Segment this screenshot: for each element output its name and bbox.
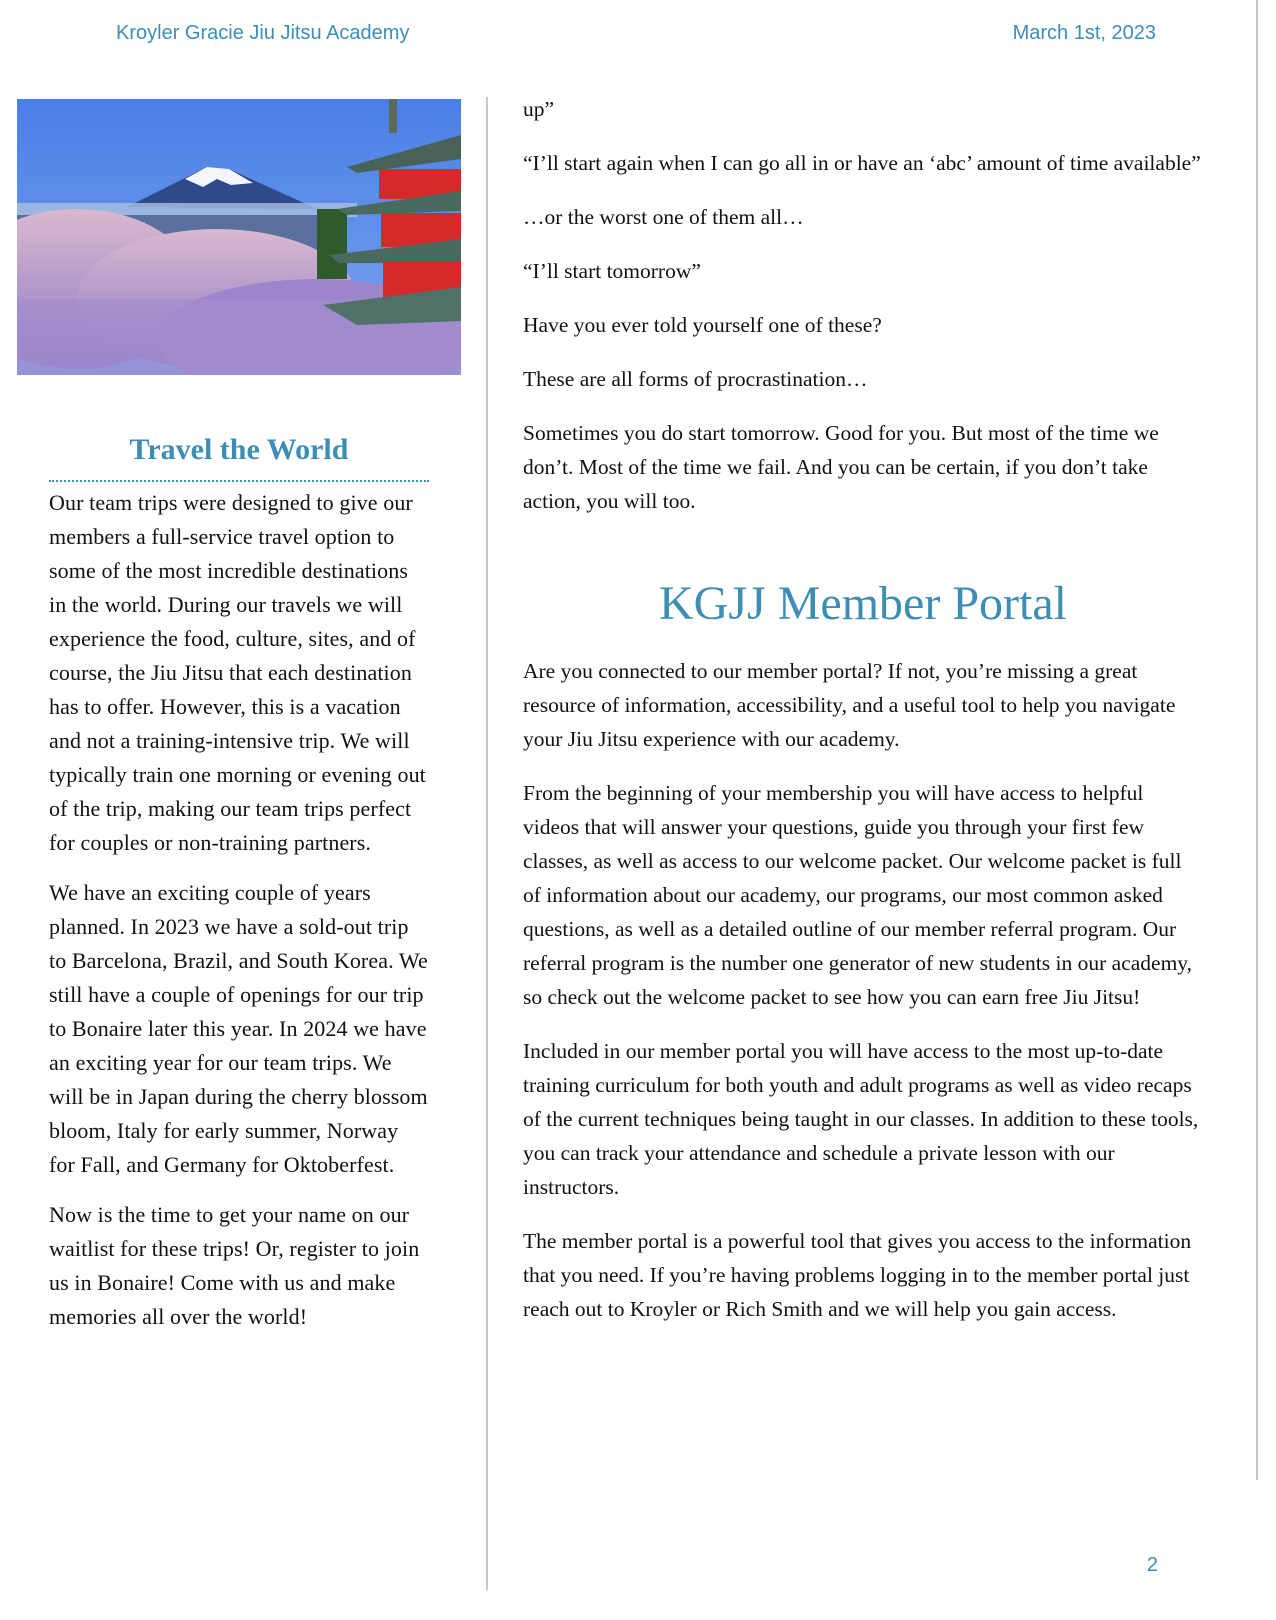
portal-paragraph: Are you connected to our member portal? If not, you’re missing a great resource of information, accessibility, and a useful tool to help you navigate your Jiu Jitsu experience with our academy. xyxy=(523,659,1176,751)
header-academy-name: Kroyler Gracie Jiu Jitsu Academy xyxy=(116,22,410,44)
portal-section xyxy=(523,654,1203,1326)
mount-fuji-pagoda-image xyxy=(17,99,461,375)
body-paragraph: Sometimes you do start tomorrow. Good for you. But most of the time we don’t. Most of the time we fail. And you can be certain, if you don’t take action, you will too. xyxy=(523,421,1159,513)
travel-title: Travel the World xyxy=(129,433,349,466)
travel-section xyxy=(49,430,429,1350)
page-number: 2 xyxy=(1146,1554,1158,1576)
body-paragraph: Have you ever told yourself one of these? xyxy=(523,313,882,337)
travel-paragraph: We have an exciting couple of years planned. In 2023 we have a sold-out trip to Barcelona, Brazil, and South Korea. We still have a couple of openings for our trip to Bonaire later this year. In 2024 we have an exciting year for our team trips. We will be in Japan during the cherry blossom bloom, Italy for early summer, Norway for Fall, and Germany for Oktoberfest. xyxy=(49,880,428,1177)
body-paragraph: These are all forms of procrastination… xyxy=(523,367,868,391)
procrastination-section xyxy=(523,92,1203,518)
right-column xyxy=(523,92,1203,1346)
column-divider xyxy=(486,97,488,1590)
dotted-divider xyxy=(49,480,429,482)
travel-paragraph: Now is the time to get your name on our waitlist for these trips! Or, register to join us in Bonaire! Come with us and make memories all over the world! xyxy=(49,1202,420,1329)
travel-paragraph: Our team trips were designed to give our members a full-service travel option to some of the most incredible destinations in the world. During our travels we will experience the food, culture, sites, and of course, the Jiu Jitsu that each destination has to offer. However, this is a vacation and not a training-intensive trip. We will typically train one morning or evening out of the trip, making our team trips perfect for couples or non-training partners. xyxy=(49,490,426,855)
body-paragraph: “I’ll start tomorrow” xyxy=(523,259,701,283)
portal-paragraph: From the beginning of your membership you will have access to helpful videos that will answer your questions, guide you through your first few classes, as well as access to our welcome packet. Our welcome packet is full of information about our academy, our programs, our most common asked questions, as well as a detailed outline of our member referral program. Our referral program is the number one generator of new students in our academy, so check out the welcome packet to see how you can earn free Jiu Jitsu! xyxy=(523,781,1193,1009)
body-paragraph: “I’ll start again when I can go all in or have an ‘abc’ amount of time available” xyxy=(523,151,1201,175)
body-paragraph: up” xyxy=(523,97,555,121)
page-edge-divider xyxy=(1256,0,1258,1480)
header-date: March 1st, 2023 xyxy=(1012,22,1156,44)
travel-photo xyxy=(17,99,461,375)
portal-paragraph: Included in our member portal you will have access to the most up-to-date training curriculum for both youth and adult programs as well as video recaps of the current techniques being taught in our classes. In addition to these tools, you can track your attendance and schedule a private lesson with our instructors. xyxy=(523,1039,1199,1199)
portal-title: KGJJ Member Portal xyxy=(659,577,1067,630)
body-paragraph: …or the worst one of them all… xyxy=(523,205,804,229)
portal-paragraph: The member portal is a powerful tool that gives you access to the information that you need. If you’re having problems logging in to the member portal just reach out to Kroyler or Rich Smith and we will help you gain access. xyxy=(523,1229,1192,1321)
